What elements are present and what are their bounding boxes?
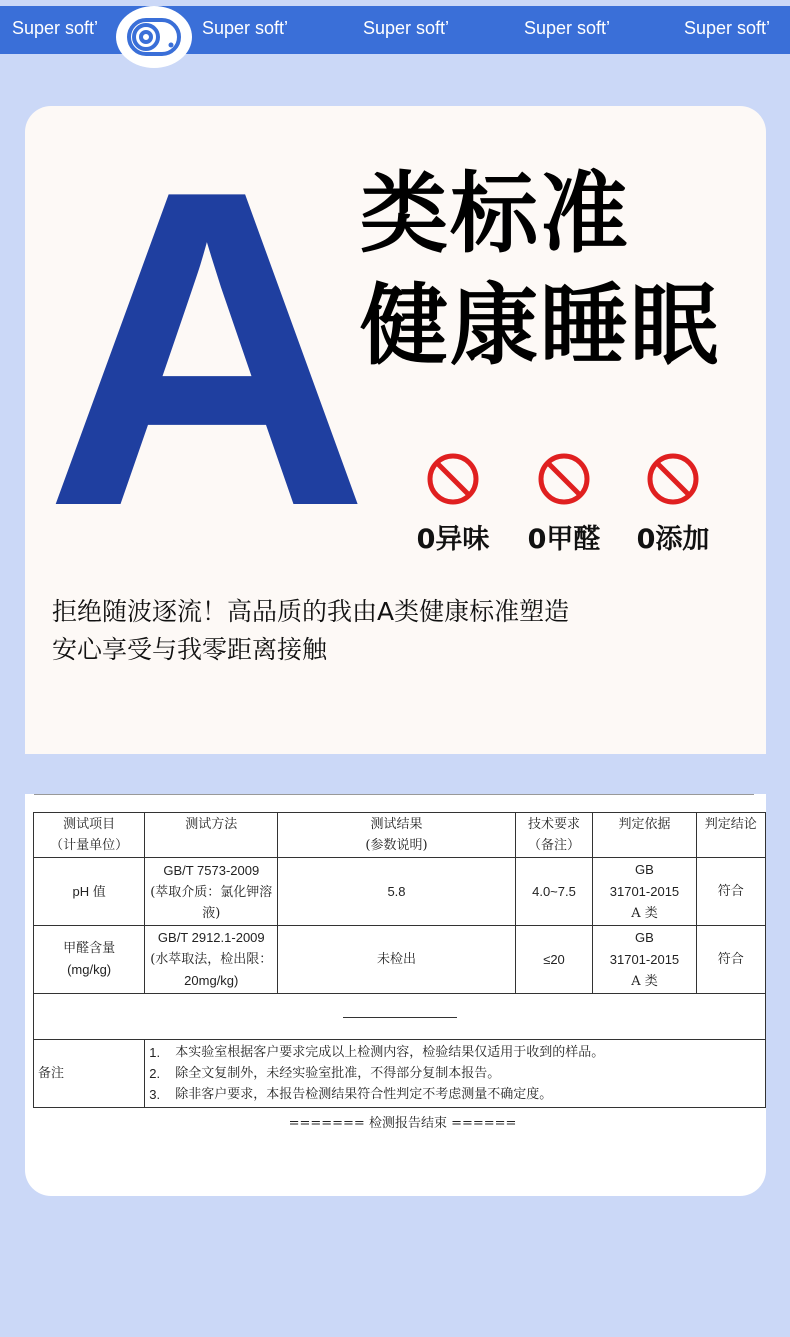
top-banner <box>0 6 790 54</box>
report-top-rule <box>34 794 754 795</box>
item-cell: pH 值 <box>34 858 145 926</box>
conclusion-cell: 符合 <box>696 926 765 994</box>
banner-slogan: Super soft’ <box>363 18 450 38</box>
intro-text-line2: 安心享受与我零距离接触 <box>52 635 328 664</box>
result-cell: 未检出 <box>278 926 515 994</box>
method-cell: GB/T 7573-2009 (萃取介质：氯化钾溶 液) <box>145 858 278 926</box>
brand-logo <box>116 6 192 68</box>
header-cell: 判定依据 <box>593 813 696 858</box>
test-report-table <box>33 812 766 1108</box>
notes-row <box>34 1040 766 1108</box>
grade-a-letter <box>39 178 375 508</box>
ban-formaldehyde <box>509 451 619 556</box>
ban-label: 0异味 <box>416 524 490 555</box>
item-cell: 甲醛含量 (mg/kg) <box>34 926 145 994</box>
ban-label: 0甲醛 <box>527 524 601 555</box>
prohibited-icon <box>536 451 592 507</box>
notes-cell <box>145 1040 766 1108</box>
table-header-row <box>34 813 766 858</box>
header-cell: 测试项目 （计量单位） <box>34 813 145 858</box>
result-cell: 5.8 <box>278 858 515 926</box>
ban-label: 0添加 <box>636 524 710 555</box>
ban-odor <box>398 451 508 556</box>
header-cell: 测试结果 (参数说明) <box>278 813 515 858</box>
notes-label: 备注 <box>34 1040 145 1108</box>
note-item: 2. 除全文复制外，未经实验室批准，不得部分复制本报告。 <box>149 1066 501 1081</box>
test-report-card <box>25 794 766 1196</box>
prohibited-icon <box>645 451 701 507</box>
blank-divider <box>343 1017 457 1018</box>
ban-additive <box>618 451 728 556</box>
table-row <box>34 926 766 994</box>
intro-text-line1: 拒绝随波逐流！高品质的我由A类健康标准塑造 <box>52 597 570 626</box>
headline-line2: 健康睡眠 <box>360 274 721 377</box>
note-item: 3. 除非客户要求，本报告检测结果符合性判定不考虑测量不确定度。 <box>149 1087 553 1102</box>
header-cell: 判定结论 <box>696 813 765 858</box>
report-end-line: ======= 检测报告结束 ====== <box>288 1116 517 1131</box>
banner-slogan: Super soft’ <box>202 18 289 38</box>
table-row <box>34 858 766 926</box>
banner-slogan: Super soft’ <box>684 18 771 38</box>
standard-card <box>25 106 766 754</box>
headline-line1: 类标准 <box>360 162 631 265</box>
requirement-cell: 4.0~7.5 <box>515 858 593 926</box>
banner-slogan: Super soft’ <box>12 18 99 38</box>
grade-a-text: A <box>44 178 370 508</box>
basis-cell: GB 31701-2015 A 类 <box>593 858 696 926</box>
table-blank-row <box>34 994 766 1040</box>
banner-slogan: Super soft’ <box>524 18 611 38</box>
note-item: 1. 本实验室根据客户要求完成以上检测内容，检验结果仅适用于收到的样品。 <box>149 1045 605 1060</box>
method-cell: GB/T 2912.1-2009 (水萃取法，检出限： 20mg/kg) <box>145 926 278 994</box>
prohibited-icon <box>425 451 481 507</box>
header-cell: 技术要求 （备注） <box>515 813 593 858</box>
conclusion-cell: 符合 <box>696 858 765 926</box>
header-cell: 测试方法 <box>145 813 278 858</box>
roll-mattress-icon <box>124 15 184 59</box>
requirement-cell: ≤20 <box>515 926 593 994</box>
basis-cell: GB 31701-2015 A 类 <box>593 926 696 994</box>
